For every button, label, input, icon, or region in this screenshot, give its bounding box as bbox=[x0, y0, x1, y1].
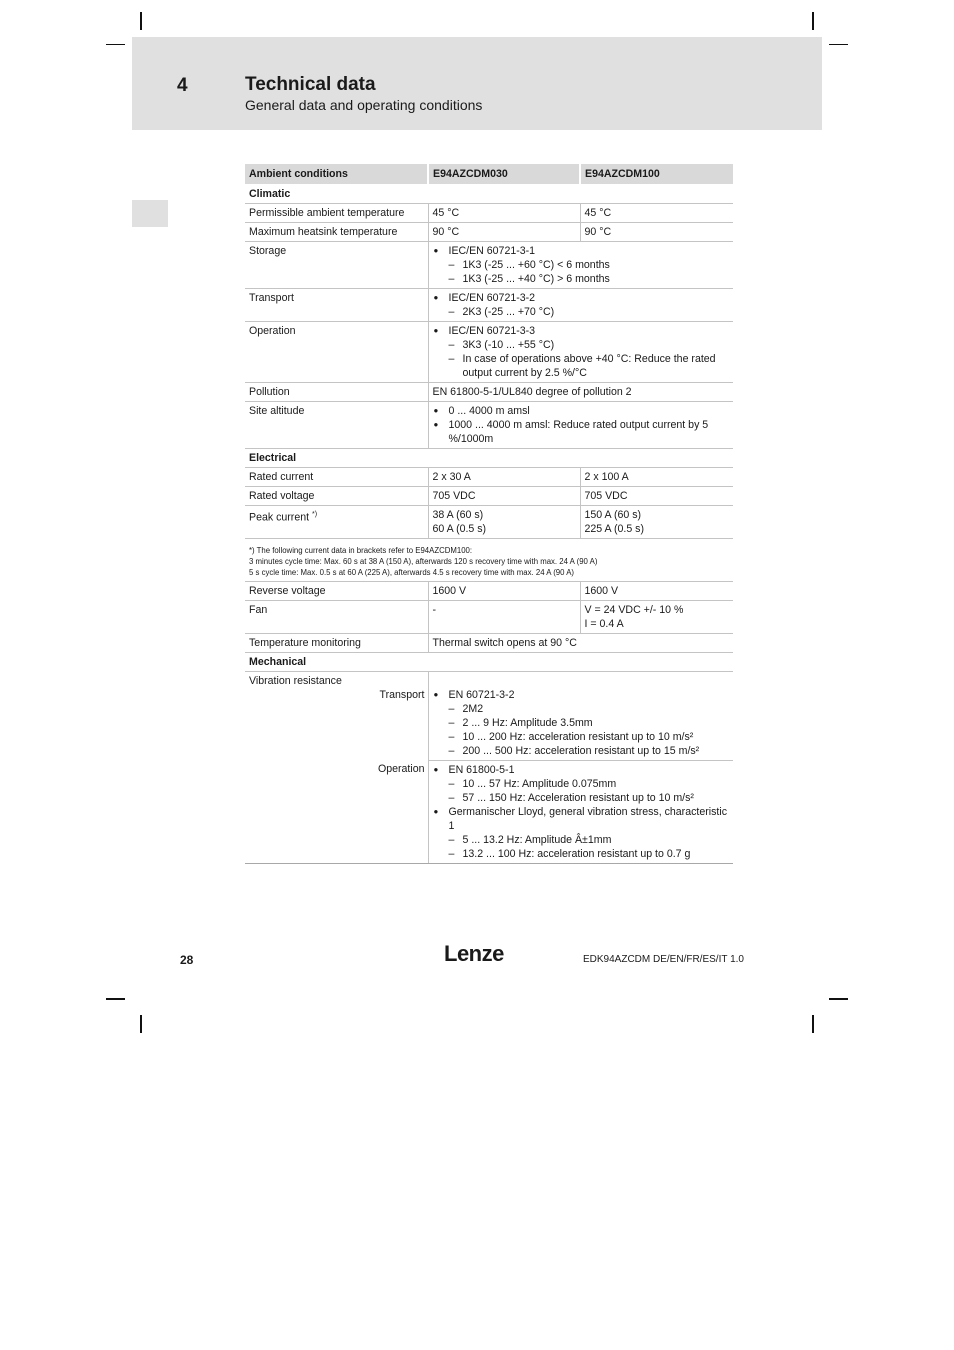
cell-value: EN 61800-5-1/UL840 degree of pollution 2 bbox=[428, 383, 733, 402]
cell-value bbox=[428, 289, 733, 322]
crop-mark bbox=[829, 44, 848, 45]
table-row bbox=[245, 289, 733, 322]
vibration-label: Vibration resistance bbox=[249, 675, 342, 687]
footnote-line: *) The following current data in brackets refer to E94AZCDM100: bbox=[249, 546, 473, 555]
page-number: 28 bbox=[180, 953, 194, 967]
table-row bbox=[245, 601, 733, 634]
header-band bbox=[132, 37, 822, 130]
table-row bbox=[245, 223, 733, 242]
list-item: – 10 ... 200 Hz: acceleration resistant up to 10 m/s² bbox=[433, 730, 731, 744]
vibration-operation-label: Operation bbox=[377, 763, 425, 775]
section-title-mechanical: Mechanical bbox=[245, 653, 733, 672]
footnote bbox=[245, 539, 733, 582]
column-header: E94AZCDM100 bbox=[580, 164, 733, 185]
peak-current-label: Peak current bbox=[249, 511, 310, 524]
section-row bbox=[245, 653, 733, 672]
section-row bbox=[245, 185, 733, 204]
list-item: – 57 ... 150 Hz: Acceleration resistant up to 10 m/s² bbox=[433, 791, 731, 805]
row-label: Storage bbox=[245, 242, 428, 289]
cell-value: 705 VDC bbox=[580, 487, 733, 506]
list-item: – 2M2 bbox=[433, 702, 731, 716]
cell-value: 45 °C bbox=[580, 204, 733, 223]
column-header: E94AZCDM030 bbox=[428, 164, 580, 185]
list-item: ● IEC/EN 60721-3-1 bbox=[433, 244, 731, 258]
list-item: – 2 ... 9 Hz: Amplitude 3.5mm bbox=[433, 716, 731, 730]
table-row bbox=[245, 506, 733, 539]
value-line: 38 A (60 s) bbox=[432, 509, 484, 521]
row-label: Rated current bbox=[245, 468, 428, 487]
vibration-transport-label: Transport bbox=[379, 689, 425, 701]
crop-mark bbox=[140, 12, 142, 30]
cell-value: 90 °C bbox=[580, 223, 733, 242]
table-row bbox=[245, 322, 733, 383]
cell-value bbox=[428, 402, 733, 449]
cell-value: 1600 V bbox=[428, 582, 580, 601]
list-item: – 3K3 (-10 ... +55 °C) bbox=[433, 338, 731, 352]
table-header-row bbox=[245, 164, 733, 185]
list-item: – 200 ... 500 Hz: acceleration resistant up to 15 m/s² bbox=[433, 744, 731, 758]
cell-value: 705 VDC bbox=[428, 487, 580, 506]
value-line: 60 A (0.5 s) bbox=[432, 523, 487, 535]
vibration-operation-block bbox=[429, 760, 734, 861]
cell-value bbox=[580, 506, 733, 539]
crop-mark bbox=[812, 12, 814, 30]
row-label: Rated voltage bbox=[245, 487, 428, 506]
table-row bbox=[245, 242, 733, 289]
row-label: Maximum heatsink temperature bbox=[245, 223, 428, 242]
chapter-subtitle: General data and operating conditions bbox=[245, 97, 483, 113]
lenze-logo: Lenze bbox=[444, 941, 504, 966]
cell-value bbox=[428, 672, 733, 864]
table-row bbox=[245, 487, 733, 506]
cell-value: 90 °C bbox=[428, 223, 580, 242]
value-line: V = 24 VDC +/- 10 % bbox=[584, 604, 684, 616]
cell-value: 2 x 100 A bbox=[580, 468, 733, 487]
row-label: Site altitude bbox=[245, 402, 428, 449]
table-row bbox=[245, 672, 733, 864]
list-item: ● EN 61800-5-1 bbox=[433, 763, 731, 777]
row-label: Operation bbox=[245, 322, 428, 383]
list-item: ● EN 60721-3-2 bbox=[433, 688, 731, 702]
crop-mark bbox=[812, 1015, 814, 1033]
list-item: – In case of operations above +40 °C: Reduce the rated output current by 2.5 %/°C bbox=[433, 352, 731, 380]
crop-mark bbox=[829, 998, 848, 1000]
cell-value: 2 x 30 A bbox=[428, 468, 580, 487]
row-label: Reverse voltage bbox=[245, 582, 428, 601]
row-label: Permissible ambient temperature bbox=[245, 204, 428, 223]
cell-value: 45 °C bbox=[428, 204, 580, 223]
row-label: Pollution bbox=[245, 383, 428, 402]
row-label bbox=[245, 506, 428, 539]
footnote-row bbox=[245, 539, 733, 582]
section-title-electrical: Electrical bbox=[245, 449, 733, 468]
footnote-line: 5 s cycle time: Max. 0.5 s at 60 A (225 A), afterwards 4.5 s recovery time with max. 24 A (90 A) bbox=[249, 568, 575, 577]
list-item: – 1K3 (-25 ... +60 °C) < 6 months bbox=[433, 258, 731, 272]
column-header: Ambient conditions bbox=[245, 164, 428, 185]
value-line: 225 A (0.5 s) bbox=[584, 523, 644, 535]
list-item: ● Germanischer Lloyd, general vibration stress, characteristic 1 bbox=[433, 805, 731, 833]
section-title-climatic: Climatic bbox=[245, 185, 733, 204]
chapter-side-tab bbox=[132, 200, 168, 227]
document-id: EDK94AZCDM DE/EN/FR/ES/IT 1.0 bbox=[583, 954, 744, 965]
technical-data-table bbox=[245, 164, 733, 864]
cell-value bbox=[428, 506, 580, 539]
table-row bbox=[245, 468, 733, 487]
list-item: – 13.2 ... 100 Hz: acceleration resistant up to 0.7 g bbox=[433, 847, 731, 861]
cell-value: 1600 V bbox=[580, 582, 733, 601]
table-row bbox=[245, 383, 733, 402]
crop-mark bbox=[106, 998, 125, 1000]
table-row bbox=[245, 204, 733, 223]
list-item: ● 0 ... 4000 m amsl bbox=[433, 404, 731, 418]
table-row bbox=[245, 634, 733, 653]
list-item: – 5 ... 13.2 Hz: Amplitude Â±1mm bbox=[433, 833, 731, 847]
cell-value bbox=[428, 242, 733, 289]
value-line: 150 A (60 s) bbox=[584, 509, 642, 521]
crop-mark bbox=[106, 44, 125, 45]
chapter-number: 4 bbox=[177, 75, 188, 96]
chapter-title: Technical data bbox=[245, 74, 376, 95]
list-item: – 1K3 (-25 ... +40 °C) > 6 months bbox=[433, 272, 731, 286]
crop-mark bbox=[140, 1015, 142, 1033]
row-label: Transport bbox=[245, 289, 428, 322]
table-row bbox=[245, 582, 733, 601]
value-line: I = 0.4 A bbox=[584, 618, 624, 630]
list-item: ● IEC/EN 60721-3-3 bbox=[433, 324, 731, 338]
cell-value: Thermal switch opens at 90 °C bbox=[428, 634, 733, 653]
cell-value: - bbox=[428, 601, 580, 634]
list-item: ● IEC/EN 60721-3-2 bbox=[433, 291, 731, 305]
row-label: Fan bbox=[245, 601, 428, 634]
list-item: ● 1000 ... 4000 m amsl: Reduce rated output current by 5 %/1000m bbox=[433, 418, 731, 446]
footnote-line: 3 minutes cycle time: Max. 60 s at 38 A (150 A), afterwards 120 s recovery time with max. 24 A (90 A) bbox=[249, 557, 598, 566]
footnote-marker: *) bbox=[312, 511, 318, 518]
section-row bbox=[245, 449, 733, 468]
row-label bbox=[245, 672, 428, 864]
cell-value bbox=[580, 601, 733, 634]
list-item: – 2K3 (-25 ... +70 °C) bbox=[433, 305, 731, 319]
table-row bbox=[245, 402, 733, 449]
list-item: – 10 ... 57 Hz: Amplitude 0.075mm bbox=[433, 777, 731, 791]
cell-value bbox=[428, 322, 733, 383]
row-label: Temperature monitoring bbox=[245, 634, 428, 653]
